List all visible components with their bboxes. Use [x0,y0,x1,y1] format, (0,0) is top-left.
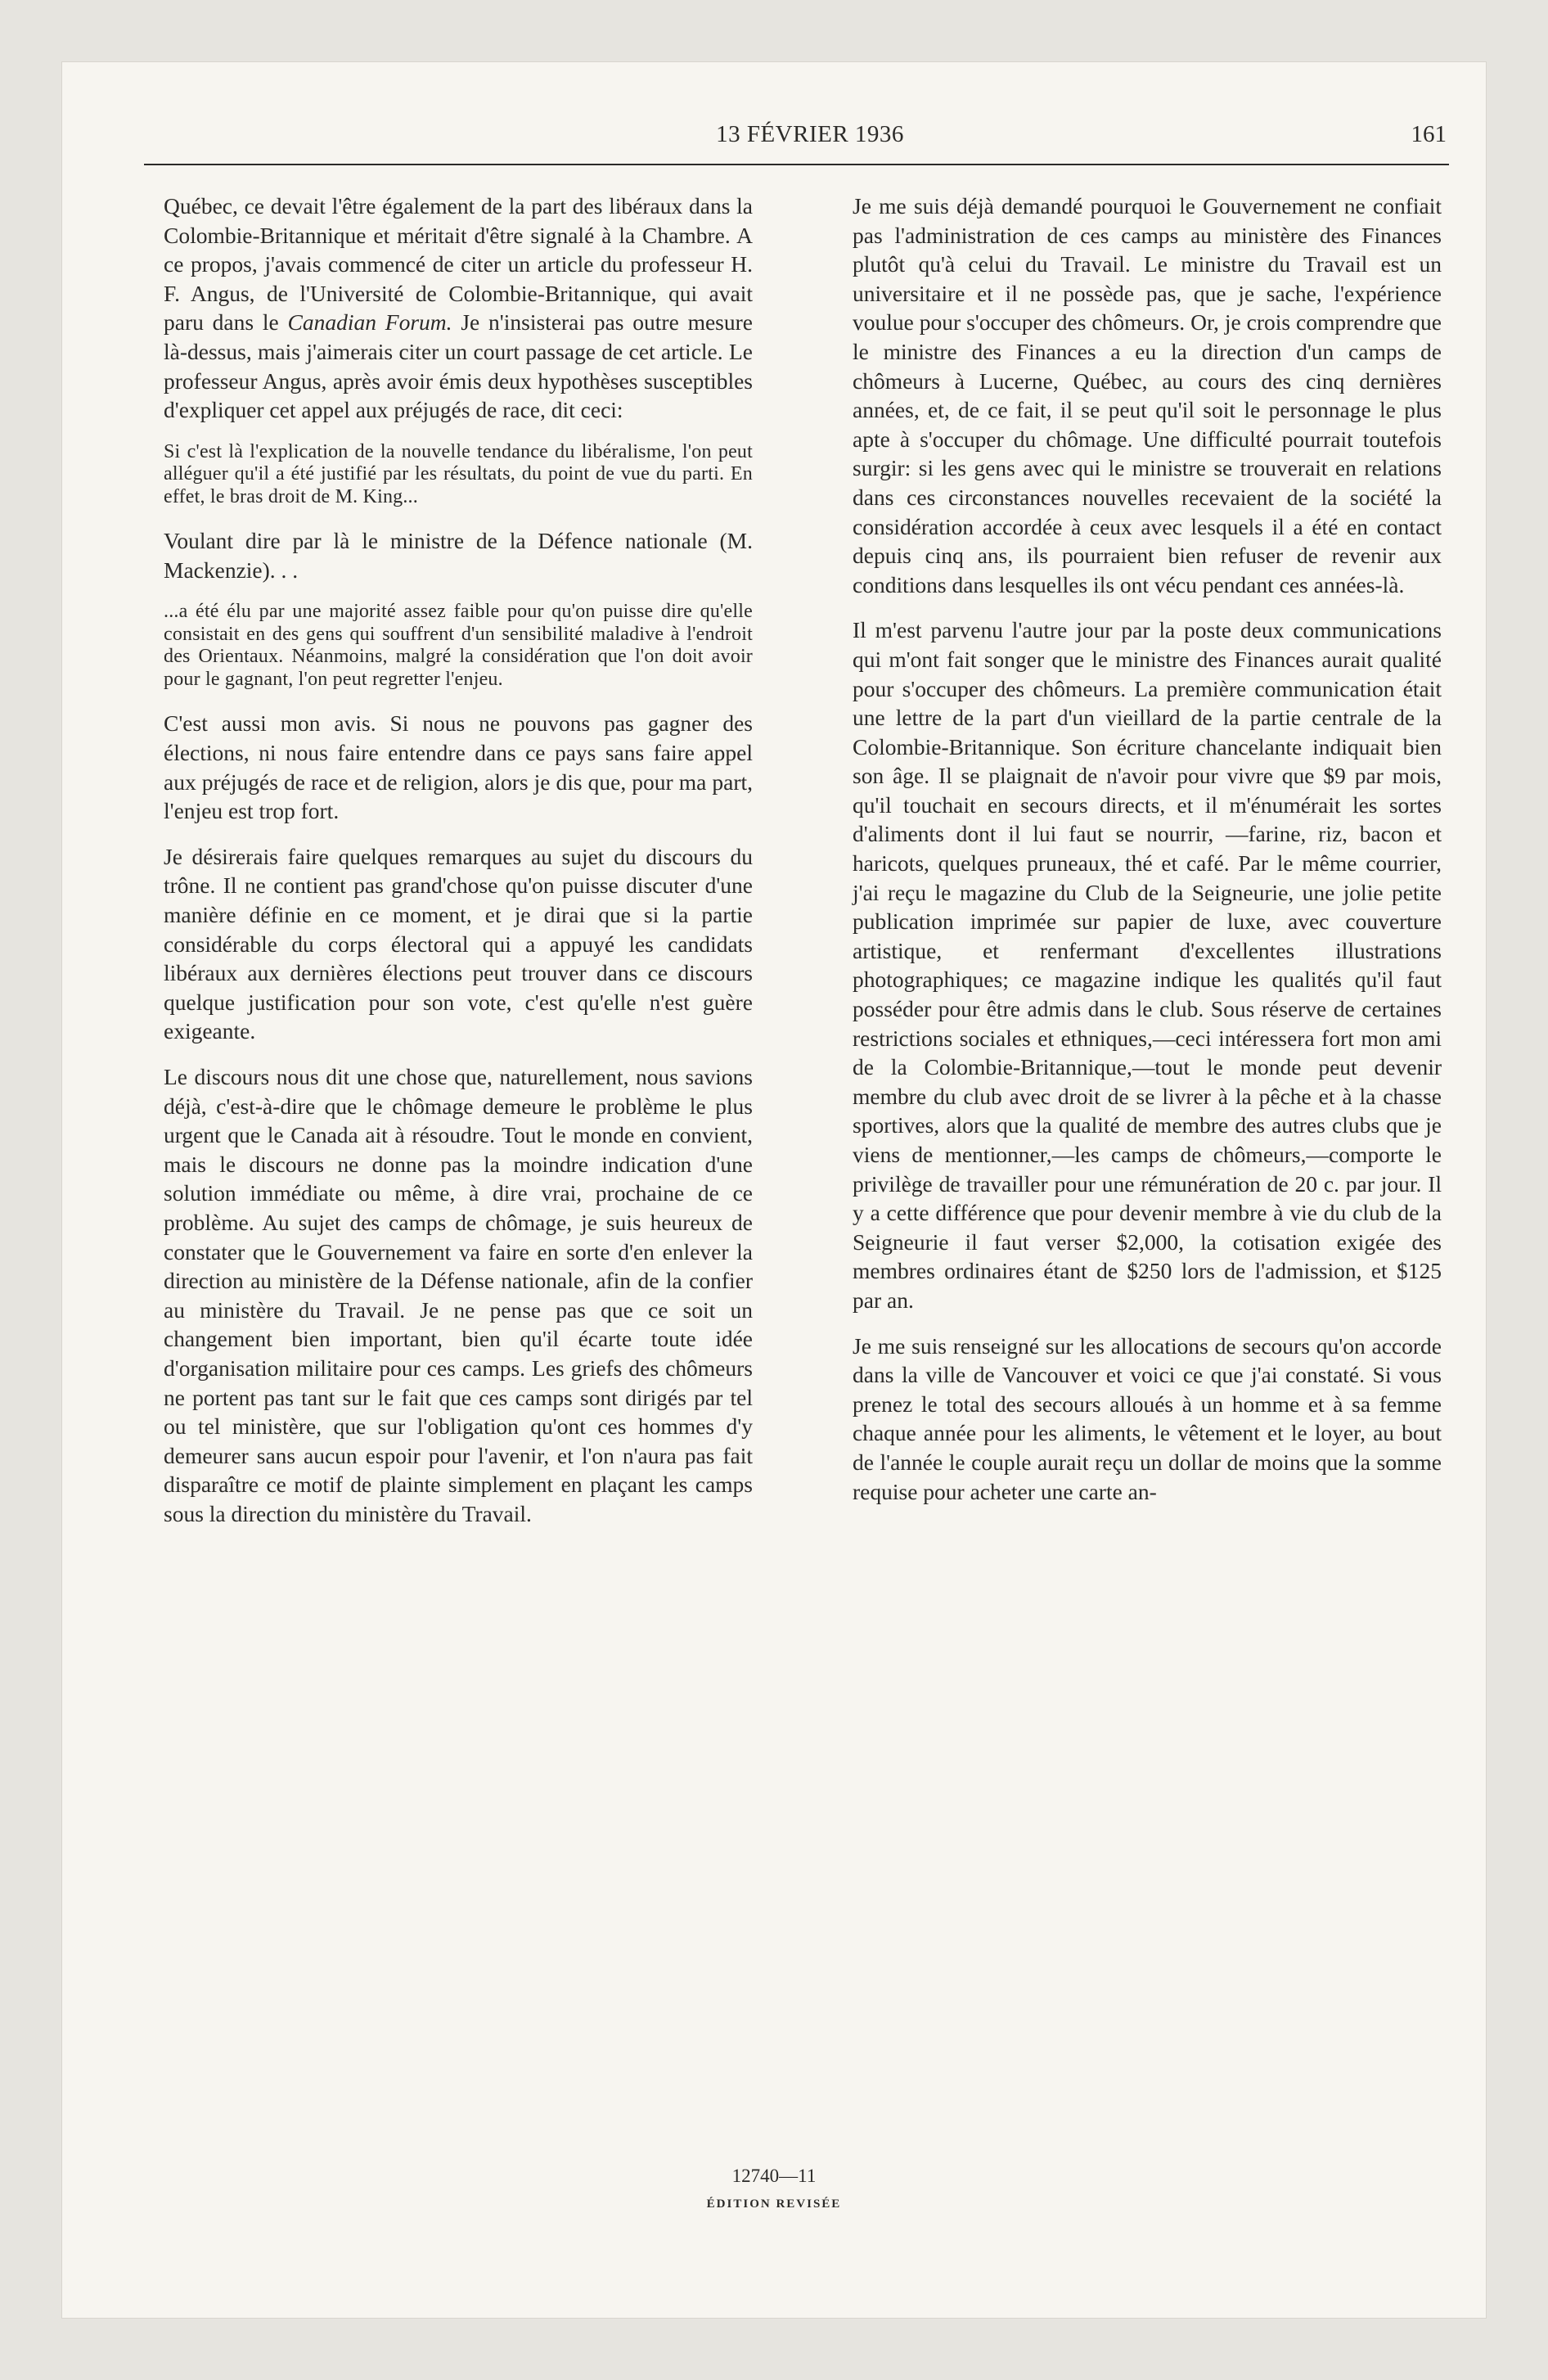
header-date: 13 FÉVRIER 1936 [716,121,904,147]
paragraph: Il m'est parvenu l'autre jour par la poste deux communications qui m'ont fait songer que le ministre des Finances aurait qualité pour s'occuper des chômeurs. La première communication était une lettre de la part d'un vieillard de la partie centrale de la Colombie-Britannique. Son écriture chancelante indiquait bien son âge. Il se plaignait de n'avoir pour vivre que $9 par mois, qu'il touchait en secours directs, et il m'énumérait les sortes d'aliments dont il lui faut se nourrir, —farine, riz, bacon et haricots, quelques pruneaux, thé et café. Par le même courrier, j'ai reçu le magazine du Club de la Seigneurie, une jolie petite publication imprimée sur papier de luxe, avec couverture artistique, et renfermant d'excellentes illustrations photographiques; ce magazine indique les qualités qu'il faut posséder pour être admis dans le club. Sous réserve de certaines restrictions sociales et ethniques,—ceci intéressera fort mon ami de la Colombie-Britannique,—tout le monde peut devenir membre du club avec droit de se livrer à la pêche et à la chasse sportives, alors que la qualité de membre des autres clubs que je viens de mentionner,—les camps de chômeurs,—comporte le privilège de travailler pour une rémunération de 20 c. par jour. Il y a cette différence que pour devenir membre à vie du club de la Seigneurie il faut verser $2,000, la cotisation exigée des membres ordinaires étant de $250 lors de l'admission, et $125 par an. [853,617,1442,1313]
publication-title: Canadian Forum. [287,309,452,336]
footer-edition: ÉDITION REVISÉE [706,2197,842,2211]
paragraph: Le discours nous dit une chose que, naturellement, nous savions déjà, c'est-à-dire que le chômage demeure le problème le plus urgent que le Canada ait à résoudre. Tout le monde en convient, mais le discours ne donne pas la moindre indication d'une solution immédiate ou même, à dire vrai, prochaine de ce problème. Au sujet des camps de chômage, je suis heureux de constater que le Gouvernement va faire en sorte d'en enlever la direction au ministère de la Défense nationale, afin de la confier au ministère du Travail. Je ne pense pas que ce soit un changement bien important, bien qu'il écarte toute idée d'organisation militaire pour ces camps. Les griefs des chômeurs ne portent pas tant sur le fait que ces camps sont dirigés par tel ou tel ministère, que sur l'obligation qu'ont ces hommes d'y demeurer sans aucun espoir pour l'avenir, et l'on n'aura pas fait disparaître ce motif de plainte simplement en plaçant les camps sous la direction du ministère du Travail. [164,1063,753,1526]
page-header [144,121,1476,159]
page-number: 161 [1411,121,1447,147]
block-quote: ...a été élu par une majorité assez faible pour qu'on puisse dire qu'elle consistait en des gens qui souffrent d'un sensibilité maladive à l'endroit des Orientaux. Néanmoins, malgré la considération que l'on doit avoir pour le gagnant, l'on peut regretter l'enjeu. [164,601,753,690]
paragraph-text: Québec, ce devait l'être également de la part des libéraux dans la Colombie-Britannique et méritait d'être signalé à la Chambre. A ce propos, j'avais commencé de citer un article du professeur H. F. Angus, de l'Université de Colombie-Britannique, qui avait paru dans le [164,193,753,336]
paragraph: Je me suis déjà demandé pourquoi le Gouvernement ne confiait pas l'administration de ces camps au ministère des Finances plutôt qu'à celui du Travail. Le ministre du Travail est un universitaire et il ne possède pas, que je sache, l'expérience voulue pour s'occuper des chômeurs. Or, je crois comprendre que le ministre des Finances a eu la direction d'un camps de chômeurs à Lucerne, Québec, au cours des cinq dernières années, et, de ce fait, il se peut qu'il soit le personnage le plus apte à s'occuper du chômage. Une difficulté pourrait toutefois surgir: si les gens avec qui le ministre se trouverait en relations dans ces circonstances nouvelles recevaient de la société la considération accordée à ceux avec lesquels il a été en contact depuis cinq ans, ils pourraient bien refuser de revenir aux conditions dans lesquelles ils ont vécu pendant ces années-là. [853,193,1442,597]
left-column [164,192,753,1528]
footer-code: 12740—11 [731,2166,817,2186]
paragraph: Je désirerais faire quelques remarques au sujet du discours du trône. Il ne contient pas grand'chose qu'on puisse discuter d'une manière définie en ce moment, et je dirai que si la partie considérable du corps électoral qui a appuyé les candidats libéraux aux dernières élections peut trouver dans ce discours quelque justification pour son vote, c'est qu'elle n'est guère exigeante. [164,843,753,1044]
page-footer [62,2162,1486,2218]
header-rule [144,164,1449,165]
paragraph: Voulant dire par là le ministre de la Défence nationale (M. Mackenzie). . . [164,528,753,583]
paragraph: Je me suis renseigné sur les allocations de secours qu'on accorde dans la ville de Vancouver et voici ce que j'ai constaté. Si vous prenez le total des secours alloués à un homme et à sa femme chaque année pour les aliments, le vêtement et le loyer, au bout de l'année le couple aurait reçu un dollar de moins que la somme requise pour acheter une carte an- [853,1332,1442,1504]
paragraph: C'est aussi mon avis. Si nous ne pouvons pas gagner des élections, ni nous faire entendre dans ce pays sans faire appel aux préjugés de race et de religion, alors je dis que, pour ma part, l'enjeu est trop fort. [164,710,753,824]
paragraph [164,192,753,425]
document-page [62,62,1486,2318]
right-column [853,192,1442,1506]
block-quote: Si c'est là l'explication de la nouvelle tendance du libéralisme, l'on peut alléguer qu'il a été justifié par les résultats, du point de vue du parti. En effet, le bras droit de M. King... [164,440,753,507]
paragraph-text: Je n'insisterai pas outre mesure là-dessus, mais j'aimerais citer un court passage de cet article. Le professeur Angus, après avoir émis deux hypothèses susceptibles d'expliquer cet appel aux préjugés de race, dit ceci: [164,309,753,423]
